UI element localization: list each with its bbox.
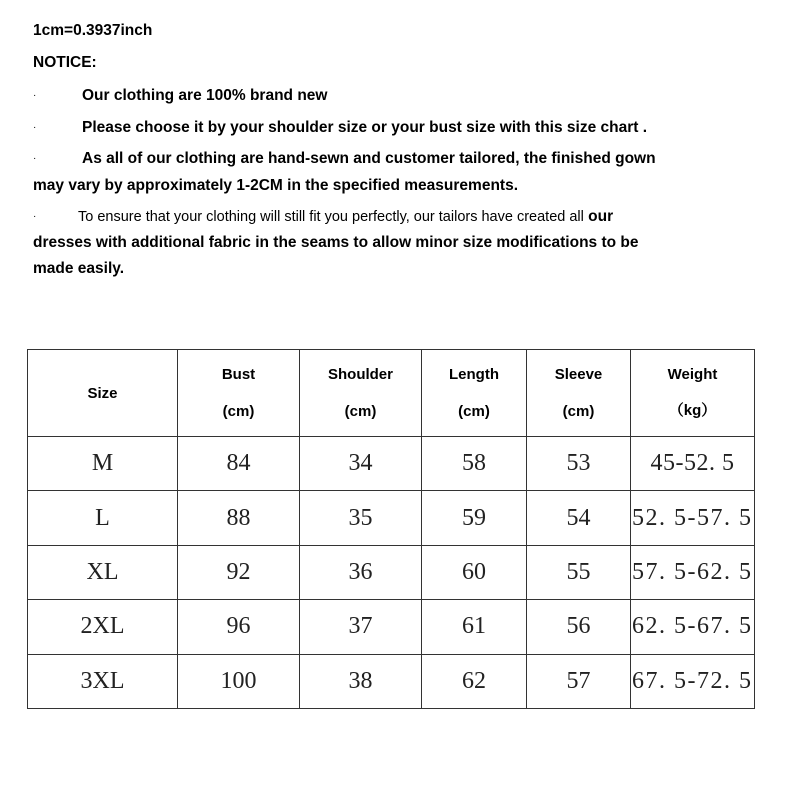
table-row: [28, 491, 755, 545]
table-header-row: [28, 350, 755, 437]
table-row: [28, 654, 755, 708]
header-sleeve-unit: (cm): [562, 403, 595, 420]
notice-heading: NOTICE:: [33, 54, 97, 71]
cell-weight: 57. 5-62. 5: [631, 545, 755, 599]
note-tailors-line1: [78, 207, 613, 227]
note-tailors-line1-part-b: our: [588, 208, 614, 225]
cell-weight: 67. 5-72. 5: [631, 654, 755, 708]
cell-length: 62: [422, 654, 527, 708]
header-sleeve: [527, 350, 631, 437]
header-shoulder: [300, 350, 422, 437]
cell-weight: 52. 5-57. 5: [631, 491, 755, 545]
header-size: [28, 350, 178, 437]
cell-bust: 100: [178, 654, 300, 708]
cell-shoulder: 36: [300, 545, 422, 599]
header-bust-unit: (cm): [222, 403, 255, 420]
header-length-unit: (cm): [458, 403, 490, 420]
cell-weight: 62. 5-67. 5: [631, 600, 755, 654]
cell-length: 58: [422, 437, 527, 491]
header-shoulder-unit: (cm): [344, 403, 377, 420]
note-tailors-line2: dresses with additional fabric in the seams to allow minor size modifications to be: [33, 234, 639, 251]
cell-length: 61: [422, 600, 527, 654]
cell-shoulder: 37: [300, 600, 422, 654]
note-choose-size: Please choose it by your shoulder size or your bust size with this size chart .: [82, 119, 648, 136]
cell-sleeve: 53: [527, 437, 631, 491]
bullet-1: ·: [33, 90, 37, 101]
note-tailors-line3: made easily.: [33, 260, 125, 277]
note-brand-new: Our clothing are 100% brand new: [82, 87, 328, 104]
cell-weight: 45-52. 5: [631, 437, 755, 491]
header-bust: [178, 350, 300, 437]
cell-size: M: [28, 437, 178, 491]
table-row: [28, 437, 755, 491]
bullet-2: ·: [33, 122, 37, 133]
cell-bust: 88: [178, 491, 300, 545]
cell-length: 59: [422, 491, 527, 545]
size-chart-table: [27, 349, 755, 709]
header-weight: [631, 350, 755, 437]
cell-size: XL: [28, 545, 178, 599]
cell-sleeve: 55: [527, 545, 631, 599]
header-length-label: Length: [449, 366, 499, 383]
header-weight-unit: （kg）: [668, 402, 717, 419]
note-tailors-line1-part-a: To ensure that your clothing will still fit you perfectly, our tailors have created all: [78, 209, 584, 225]
note-hand-sewn-line2: may vary by approximately 1-2CM in the specified measurements.: [33, 177, 518, 194]
bullet-4: ·: [33, 211, 37, 222]
cell-size: 2XL: [28, 600, 178, 654]
header-length: [422, 350, 527, 437]
cell-size: 3XL: [28, 654, 178, 708]
header-weight-label: Weight: [667, 366, 718, 383]
cell-shoulder: 35: [300, 491, 422, 545]
cell-bust: 84: [178, 437, 300, 491]
cell-sleeve: 54: [527, 491, 631, 545]
table-row: [28, 545, 755, 599]
cell-sleeve: 57: [527, 654, 631, 708]
cell-length: 60: [422, 545, 527, 599]
table-row: [28, 600, 755, 654]
cell-shoulder: 34: [300, 437, 422, 491]
header-size-label: Size: [87, 384, 118, 402]
header-shoulder-label: Shoulder: [327, 366, 393, 383]
cell-size: L: [28, 491, 178, 545]
header-bust-label: Bust: [221, 366, 256, 383]
cell-sleeve: 56: [527, 600, 631, 654]
unit-conversion-text: 1cm=0.3937inch: [33, 22, 153, 39]
bullet-3: ·: [33, 153, 37, 164]
cell-bust: 92: [178, 545, 300, 599]
note-hand-sewn-line1: As all of our clothing are hand-sewn and customer tailored, the finished gown: [82, 150, 656, 167]
header-sleeve-label: Sleeve: [554, 366, 603, 383]
cell-shoulder: 38: [300, 654, 422, 708]
cell-bust: 96: [178, 600, 300, 654]
